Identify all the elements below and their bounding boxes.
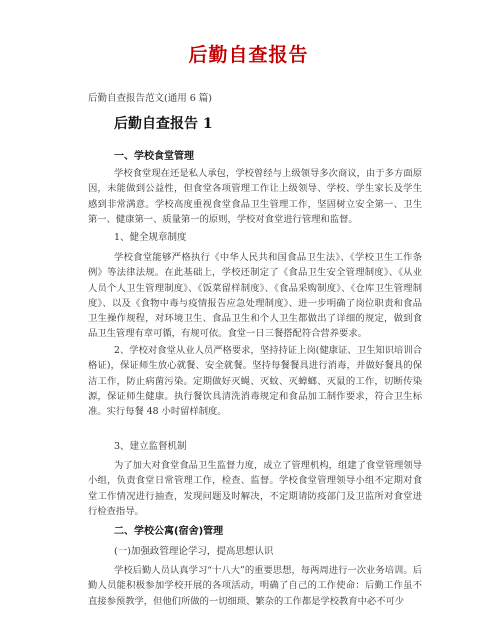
paragraph-staff: 2、学校对食堂从业人员严格要求，坚持持证上岗(健康证、卫生知识培训合格证)，保证师生放心就餐、安全就餐。坚持每餐餐具进行消毒，并做好餐具的保洁工作，防止病菌污染。定期做好灭蝇、灭蚊、灭蟑螂、灭鼠的工作，切断传染源，保证师生健康。执行餐饮具清洗消毒规定和食品加工制作要求，符合卫生标准。实行每餐 48 小时留样制度。 [88,345,422,418]
paragraph-supervision: 为了加大对食堂食品卫生监督力度，成立了管理机构，组建了食堂管理领导小组，负责食堂日常管理工作，检查、监督。学校食堂管理领导小组不定期对食堂工作情况进行抽查，发现问题及时解决，不定期请防疫部门及卫监所对食堂进行检查指导。 [88,460,422,517]
section-heading-dormitory: 二、学校公寓(宿舍)管理 [114,526,224,537]
report-heading: 后勤自查报告 1 [114,116,213,132]
paragraph-rules: 学校食堂能够严格执行《中华人民共和国食品卫生法》、《学校卫生工作条例》等法律法规。在此基础上，学校还制定了《食品卫生安全管理制度》、《从业人员个人卫生管理制度》、《饭菜留样制度》、《食品采购制度》、《仓库卫生管理制度》、以及《食物中毒与疫情报告应急处理制度》、进一步明确了岗位职责和食品卫生操作规程，对环境卫生、食品卫生和个人卫生都做出了详细的规定，做到食品卫生管理有章可循，有规可依。食堂一日三餐搭配符合营养要求。 [88,252,422,340]
document-title: 后勤自查报告 [188,44,309,66]
subheading-supervision: 3、建立监督机制 [114,441,187,452]
subheading-study: (一)加强政管理论学习，提高思想认识 [114,546,274,557]
document-subtitle: 后勤自查报告范文(通用 6 篇) [88,93,212,104]
paragraph-canteen-intro: 学校食堂现在还是私人承包，学校曾经与上级领导多次商议，由于多方面原因，未能做到公益性，但食堂各项管理工作让上级领导、学校、学生家长及学生感到非常满意。学校高度重视食堂食品卫生管理工作，坚固树立安全第一、卫生第一、健康第一、质量第一的原则，学校对食堂进行管理和监督。 [88,168,422,225]
paragraph-study: 学校后勤人员认真学习“十八大”的重要思想，每两周进行一次业务培训。后勤人员能积极参加学校开展的各项活动，明确了自己的工作使命：后勤工作虽不直接参预教学，但他们所做的一切细琐、繁杂的工作都是学校教育中必不可少 [88,565,422,607]
subheading-rules: 1、健全规章制度 [114,232,187,243]
section-heading-canteen: 一、学校食堂管理 [114,151,194,162]
